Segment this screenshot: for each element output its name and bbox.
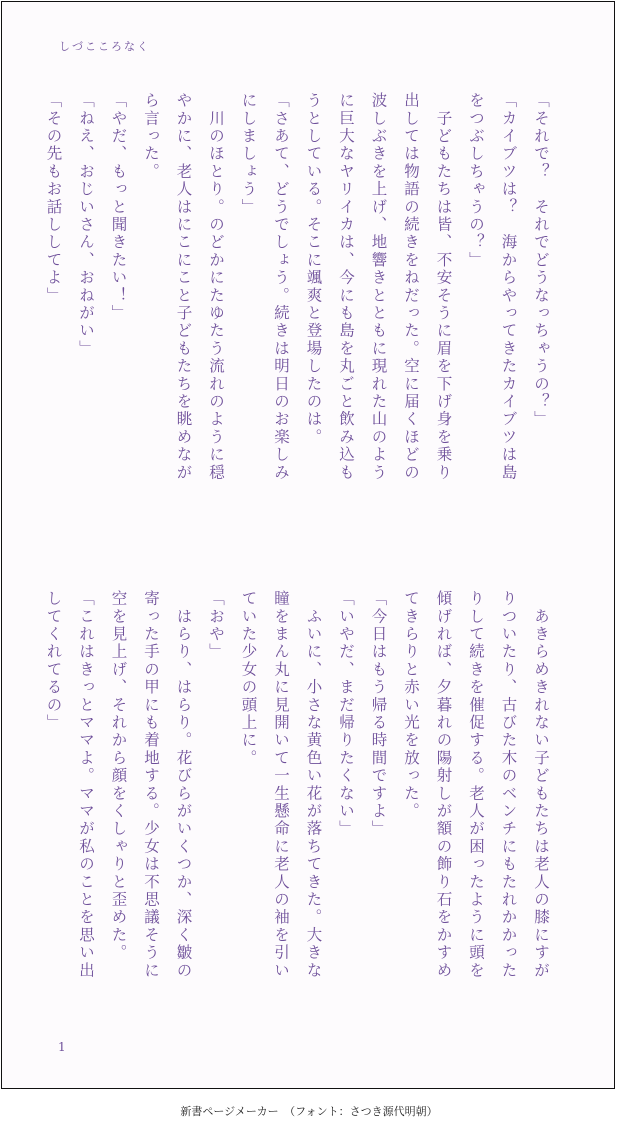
text-line: 子どもたちは皆、不安そうに眉を下げ身を乗り [434, 92, 453, 482]
text-line: に巨大なヤリイカは、今にも島を丸ごと飲み込も [337, 92, 355, 482]
text-line: 空を見上げ、それから顔をくしゃりと歪めた。 [109, 590, 128, 962]
text-line: 「やだ、もっと聞きたい！」 [109, 92, 128, 323]
text-line: りついたり、古びた木のベンチにもたれかかった [499, 590, 518, 980]
text-line: 「さあて、どうでしょう。続きは明日のお楽しみ [272, 92, 290, 482]
text-line: やかに、老人はにこにこと子どもたちを眺めなが [174, 92, 193, 482]
text-line: うとしている。そこに颯爽と登場したのは。 [304, 92, 323, 446]
page-number: 1 [58, 1040, 66, 1054]
book-page [1, 1, 615, 1089]
text-line: 寄った手の甲にも着地する。少女は不思議そうに [142, 590, 160, 980]
text-line: ていた少女の頭上に。 [239, 590, 258, 767]
text-line: 「カイブツは？ 海からやってきたカイブツは島 [499, 92, 518, 482]
text-line: 出しては物語の続きをねだった。空に届くほどの [402, 92, 420, 482]
text-block-bottom [37, 590, 557, 990]
text-line: 傾げれば、夕暮れの陽射しが額の飾り石をかすめ [434, 590, 453, 980]
text-line: にしましょう」 [239, 92, 258, 216]
text-line: 波しぶきを上げ、地響きとともに現れた山のよう [369, 92, 388, 482]
text-line: 「それで？ それでどうなっちゃうの？」 [532, 92, 550, 429]
text-line: あきらめきれない子どもたちは老人の膝にすが [532, 590, 550, 980]
text-line: りして続きを催促する。老人が困ったように頭を [467, 590, 485, 980]
text-line: はらり、はらり。花びらがいくつか、深く皺の [174, 590, 193, 980]
text-line: ふいに、小さな黄色い花が落ちてきた。大きな [304, 590, 323, 980]
text-block-top [37, 92, 557, 532]
text-line: 「その先もお話ししてよ」 [44, 92, 63, 305]
text-line: 川のほとり。のどかにたゆたう流れのように穏 [207, 92, 225, 482]
header-title: しづこころなく [59, 40, 150, 53]
text-line: てきらりと赤い光を放った。 [402, 590, 420, 821]
text-line: 「今日はもう帰る時間ですよ」 [369, 590, 388, 838]
text-line: 「いやだ、まだ帰りたくない」 [337, 590, 355, 838]
text-line: 「おや」 [207, 590, 225, 661]
text-line: 瞳をまん丸に見開いて一生懸命に老人の袖を引い [272, 590, 290, 980]
text-line: 「ねえ、おじいさん、おねがい」 [77, 92, 95, 358]
footer-caption: 新書ページメーカー （フォント：さつき源代明朝） [180, 1105, 438, 1118]
text-line: してくれてるの」 [44, 590, 63, 732]
text-line: をつぶしちゃうの？」 [467, 92, 485, 269]
text-line: 「これはきっとママよ。ママが私のことを思い出 [77, 590, 95, 980]
text-line: ら言った。 [142, 92, 160, 181]
